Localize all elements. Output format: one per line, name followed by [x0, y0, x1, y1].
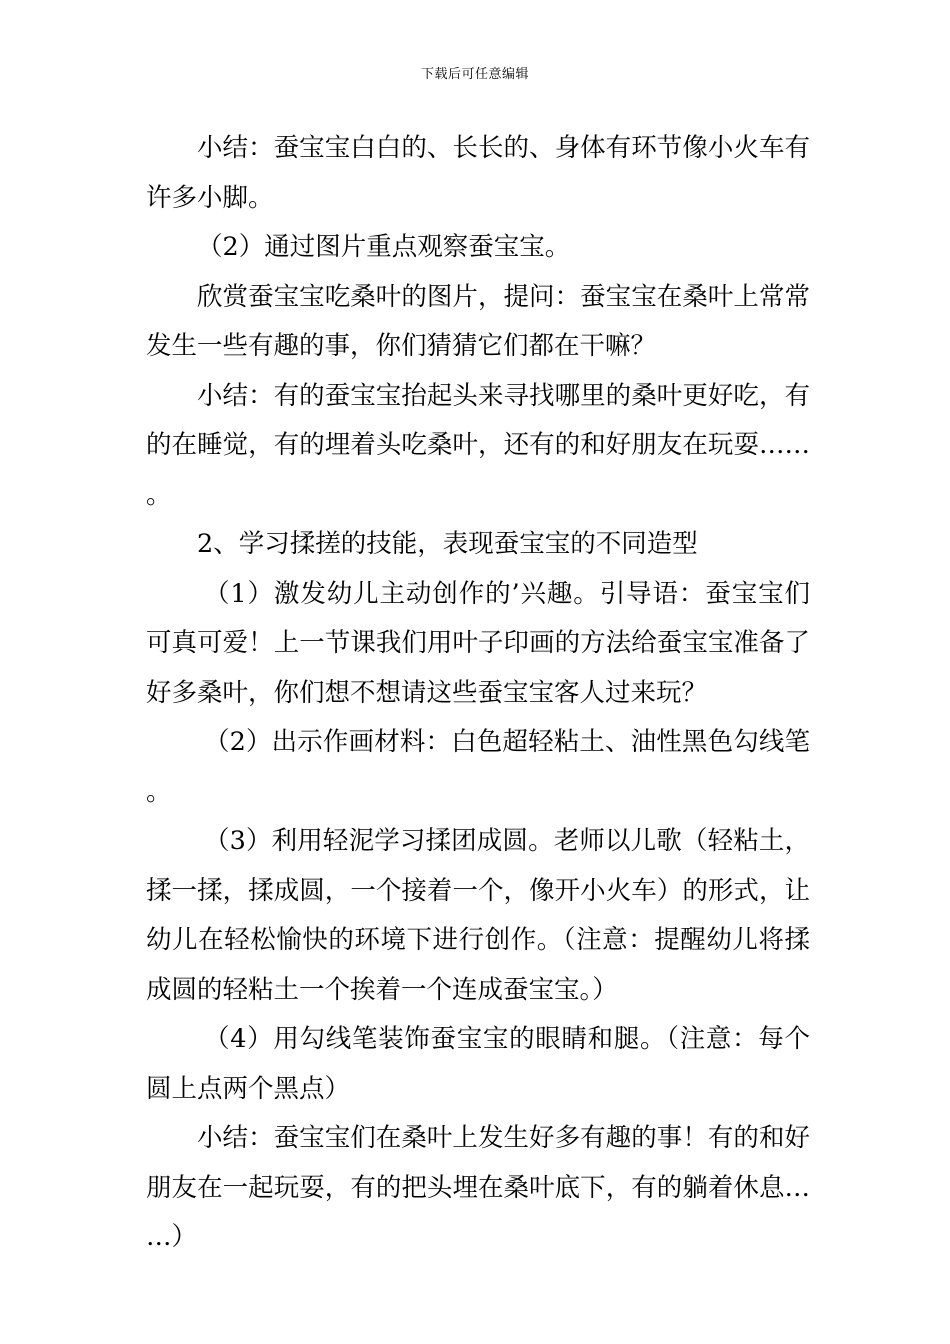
paragraph-step-2-materials: （2）出示作画材料：白色超轻粘土、油性黑色勾线笔。 [146, 727, 810, 807]
paragraph-step-observe: （2）通过图片重点观察蚕宝宝。 [197, 232, 571, 262]
paragraph-step-3-rolling: （3）利用轻泥学习揉团成圆。老师以儿歌（轻粘土，揉一揉，揉成圆，一个接着一个，像开小火车）的形式，让幼儿在轻松愉快的环境下进行创作。（注意：提醒幼儿将揉成圆的轻粘土一个挨着一个连成蚕宝宝。） [146, 826, 810, 1005]
document-body [146, 124, 810, 1263]
paragraph-summary-appearance: 小结：蚕宝宝白白的、长长的、身体有环节像小火车有许多小脚。 [146, 133, 810, 213]
page-header-note: 下载后可任意编辑 [420, 67, 529, 82]
paragraph-summary-final: 小结：蚕宝宝们在桑叶上发生好多有趣的事！有的和好朋友在一起玩耍，有的把头埋在桑叶底下，有的躺着休息……） [146, 1123, 810, 1252]
paragraph-section-2-heading: 2、学习揉搓的技能，表现蚕宝宝的不同造型 [197, 529, 698, 559]
paragraph-appreciate-pictures: 欣赏蚕宝宝吃桑叶的图片，提问：蚕宝宝在桑叶上常常发生一些有趣的事，你们猜猜它们都在干嘛？ [146, 281, 810, 361]
paragraph-step-1-interest: （1）激发幼儿主动创作的’兴趣。引导语：蚕宝宝们可真可爱！上一节课我们用叶子印画的方法给蚕宝宝准备了好多桑叶，你们想不想请这些蚕宝宝客人过来玩？ [146, 578, 810, 708]
paragraph-summary-activities: 小结：有的蚕宝宝抬起头来寻找哪里的桑叶更好吃，有的在睡觉，有的埋着头吃桑叶，还有的和好朋友在玩耍……。 [146, 380, 810, 510]
paragraph-step-4-decorate: （4）用勾线笔装饰蚕宝宝的眼睛和腿。（注意：每个圆上点两个黑点） [146, 1024, 810, 1104]
